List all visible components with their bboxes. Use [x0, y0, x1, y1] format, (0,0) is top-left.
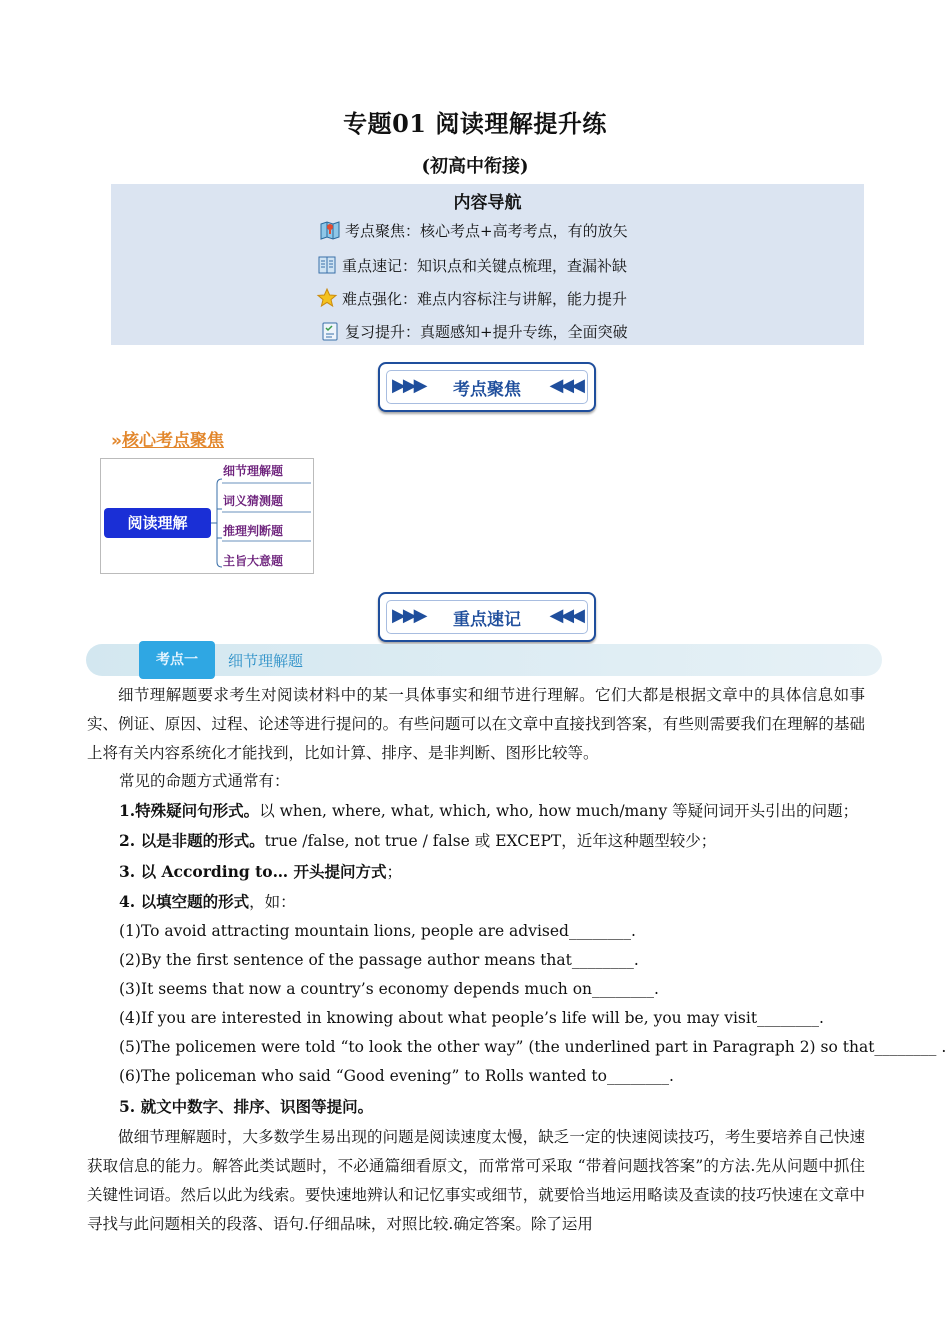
- mindmap: [100, 458, 314, 574]
- mindmap-branch: 细节理解题: [223, 464, 284, 478]
- common-formats-label: 常见的命题方式通常有：: [119, 772, 290, 790]
- nav-item-focus: [319, 218, 628, 244]
- book-icon: [316, 254, 338, 276]
- mindmap-center: 阅读理解: [104, 508, 211, 538]
- method-item: 5. 就文中数字、排序、识图等提问。: [119, 1097, 374, 1116]
- method-item: [119, 796, 858, 826]
- method-bold: 1.特殊疑问句形式。: [119, 801, 260, 820]
- nav-item-difficult: [316, 286, 627, 312]
- example-question: (4)If you are interested in knowing about what people’s life will be, you may visit________.: [119, 1009, 824, 1027]
- mindmap-branch: 主旨大意题: [223, 554, 284, 568]
- method-rest: ，如：: [249, 893, 296, 911]
- notes-banner: [378, 592, 596, 642]
- method-rest: ；: [386, 863, 403, 881]
- nav-item-label: 考点聚焦：核心考点+高考考点，有的放矢: [345, 222, 628, 240]
- banner-label: 重点速记: [453, 610, 521, 630]
- banner-label: 考点聚焦: [453, 380, 521, 400]
- method-rest: true /false, not true / false 或 EXCEPT，近年这种题型较少；: [264, 832, 717, 850]
- example-question: (5)The policemen were told “to look the other way” (the underlined part in Paragraph 2) so that________ .: [119, 1038, 947, 1056]
- nav-title: 内容导航: [453, 193, 522, 213]
- method-bold: 3. 以 According to… 开头提问方式: [119, 862, 387, 881]
- method-item: [119, 887, 296, 917]
- method-bold: 2. 以是非题的形式。: [119, 831, 265, 850]
- method-rest: 以 when, where, what, which, who, how much/many 等疑问词开头引出的问题；: [259, 802, 859, 820]
- example-question: (3)It seems that now a country’s economy depends much on________.: [119, 980, 659, 998]
- nav-item-label: 复习提升：真题感知+提升专练，全面突破: [345, 323, 628, 341]
- core-heading: [111, 426, 224, 451]
- double-chevron-icon: »: [111, 431, 122, 451]
- nav-item-label: 难点强化：难点内容标注与讲解，能力提升: [342, 290, 628, 308]
- nav-item-notes: [316, 253, 627, 279]
- triple-arrow-left-icon: ◀◀◀: [549, 605, 582, 626]
- example-question: (1)To avoid attracting mountain lions, people are advised________.: [119, 922, 636, 940]
- triple-arrow-left-icon: ◀◀◀: [549, 375, 582, 396]
- map-icon: [319, 219, 341, 241]
- closing-paragraph: 做细节理解题时，大多数学生易出现的问题是阅读速度太慢，缺乏一定的快速阅读技巧，考生要培养自己快速获取信息的能力。解答此类试题时，不必通篇细看原文，而常常可采取 “带着问题找答案”的方法.先从问题中抓住关键性词语。然后以此为线索。要快速地辨认和记忆事实或细节，就要恰当地运用略读及查读的技巧快速在文章中寻找与此问题相关的段落、语句.仔细品味，对照比较.确定答案。除了运用: [87, 1128, 865, 1233]
- checklist-icon: [319, 320, 341, 342]
- topic-name: 细节理解题: [228, 652, 304, 670]
- intro-paragraph: 细节理解题要求考生对阅读材料中的某一具体事实和细节进行理解。它们大都是根据文章中的具体信息如事实、例证、原因、过程、论述等进行提问的。有些问题可以在文章中直接找到答案，有些则需要我们在理解的基础上将有关内容系统化才能找到，比如计算、排序、是非判断、图形比较等。: [87, 686, 865, 762]
- method-item: [119, 826, 716, 856]
- example-question: (6)The policeman who said “Good evening” to Rolls wanted to________.: [119, 1067, 674, 1085]
- core-heading-label: 核心考点聚焦: [121, 431, 224, 451]
- star-icon: [316, 287, 338, 309]
- focus-banner: [378, 362, 596, 412]
- method-bold: 4. 以填空题的形式: [119, 892, 250, 911]
- page-subtitle: (初高中衔接): [421, 156, 529, 177]
- example-question: (2)By the first sentence of the passage author means that________.: [119, 951, 639, 969]
- content-navigation: [111, 184, 864, 345]
- mindmap-branch: 推理判断题: [223, 524, 284, 538]
- page-title: 专题01 阅读理解提升练: [343, 109, 607, 138]
- method-item: [119, 857, 402, 887]
- nav-item-review: [319, 319, 628, 345]
- triple-arrow-right-icon: ▶▶▶: [392, 375, 425, 396]
- topic-tag: 考点一: [139, 641, 215, 679]
- nav-item-label: 重点速记：知识点和关键点梳理，查漏补缺: [342, 257, 628, 275]
- triple-arrow-right-icon: ▶▶▶: [392, 605, 425, 626]
- mindmap-branch: 词义猜测题: [223, 494, 284, 508]
